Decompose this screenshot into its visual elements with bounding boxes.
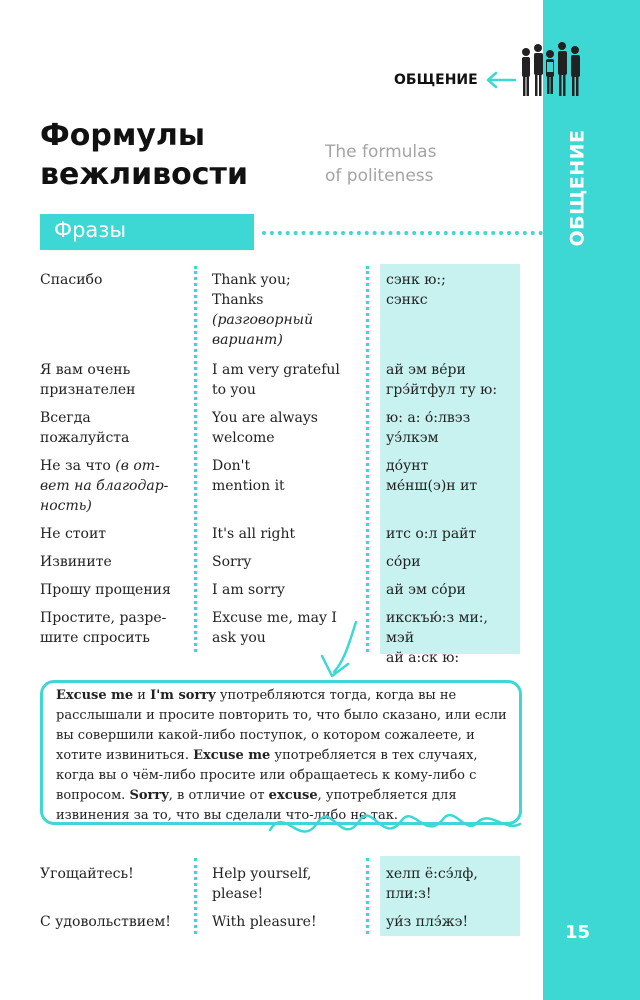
banner-dotted-line xyxy=(262,231,543,235)
people-group-icon xyxy=(518,40,586,102)
column-separator xyxy=(366,266,369,652)
phrase-transcription: со́ри xyxy=(386,554,421,570)
phrase-ru: Спасибо xyxy=(40,272,103,288)
page-title-line2: вежливости xyxy=(40,157,248,192)
phrase-en-note: (разговорный xyxy=(212,312,314,328)
phrases-banner-label: Фразы xyxy=(54,218,127,242)
phrase-en: Thank you; Thanks (разговорный вариант) xyxy=(212,272,314,348)
phrase-ru: Угощайтесь! xyxy=(40,866,134,882)
phrase-ru: Не стоит xyxy=(40,526,107,542)
phrase-en: It's all right xyxy=(212,526,296,542)
phrase-transcription: сэнк ю:; сэнкс xyxy=(386,272,446,308)
page-number: 15 xyxy=(565,922,591,943)
phrase-en: Sorry xyxy=(212,554,252,570)
side-section-label: ОБЩЕНИЕ xyxy=(567,129,589,247)
phrase-ru-note: вет на благодар- xyxy=(40,478,169,494)
phrase-ru: Извините xyxy=(40,554,112,570)
arrow-left-icon xyxy=(485,70,517,90)
phrase-en: Don't mention it xyxy=(212,458,285,494)
phrase-ru: Всегда пожалуйста xyxy=(40,410,130,446)
phrase-ru-note: ность) xyxy=(40,498,92,514)
english-title xyxy=(325,140,436,188)
note-text: Excuse me и I'm sorry употребляются тогда, когда вы не расслышали и просите повторить то, что было сказано, или если вы совершили какой-либо поступок, о котором сожалеете, и хотите извиниться. Excuse me употребляется в тех случаях, когда вы о чём-либо просите или обращаетесь к кому-либо с вопросом. Sorry, в отличие от excuse, употребляется для извинения за то, что вы сделали что-либо не так. xyxy=(56,688,507,823)
phrases-banner xyxy=(40,214,254,250)
phrase-en: I am sorry xyxy=(212,582,285,598)
page-title-line1: Формулы xyxy=(40,118,206,153)
phrase-transcription: итс о:л райт xyxy=(386,526,477,542)
phrase-transcription: хелп ё:сэ́лф, пли:з! xyxy=(386,866,478,902)
phrase-en: I am very grateful to you xyxy=(212,362,340,398)
phrase-transcription: икскъю́:з ми:, мэй ай а:ск ю: xyxy=(386,610,488,666)
phrase-en: With pleasure! xyxy=(212,914,317,930)
phrase-transcription: уи́з плэ́жэ! xyxy=(386,914,469,930)
phrase-transcription: ай эм ве́ри грэ́йтфул ту ю: xyxy=(386,362,498,398)
phrase-transcription: ю: а: о́:лвэз уэ́лкэм xyxy=(386,410,471,446)
phrase-ru: Простите, разре- шите спросить xyxy=(40,610,167,646)
phrase-en-note: вариант) xyxy=(212,332,283,348)
page-title xyxy=(40,116,248,194)
column-separator xyxy=(194,266,197,652)
english-title-line2: of politeness xyxy=(325,166,434,186)
phrase-en: Help yourself, please! xyxy=(212,866,312,902)
phrase-transcription: до́унт ме́нш(э)н ит xyxy=(386,458,478,494)
english-title-line1: The formulas xyxy=(325,142,437,162)
phrase-ru: Я вам очень признателен xyxy=(40,362,136,398)
phrase-ru-note: (в от- xyxy=(115,458,160,474)
column-separator xyxy=(194,858,197,934)
phrase-ru: Прошу прощения xyxy=(40,582,171,598)
section-tag: ОБЩЕНИЕ xyxy=(394,72,478,88)
phrase-ru: Не за что (в от- вет на благодар- ность) xyxy=(40,458,169,514)
column-separator xyxy=(366,858,369,934)
phrase-en: You are always welcome xyxy=(212,410,318,446)
phrase-transcription: ай эм со́ри xyxy=(386,582,466,598)
phrase-en: Excuse me, may I ask you xyxy=(212,610,337,646)
phrase-ru: С удовольствием! xyxy=(40,914,171,930)
